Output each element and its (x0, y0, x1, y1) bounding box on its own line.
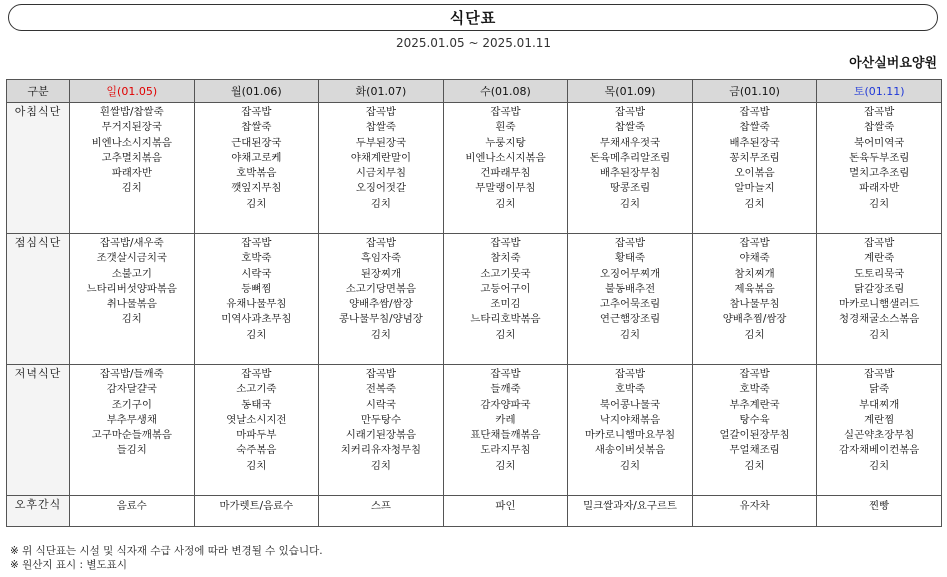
menu-cell (692, 103, 817, 234)
menu-item: 김치 (869, 328, 890, 341)
menu-item: 두부된장국 (355, 136, 406, 149)
menu-item: 알마늘지 (734, 182, 775, 195)
menu-item: 청경채굴소스볶음 (839, 313, 920, 326)
menu-item: 잡곡밥 (241, 106, 272, 118)
menu-item: 치커리유자청무침 (340, 444, 422, 457)
menu-item: 마카로니햄마요무침 (584, 429, 676, 442)
menu-item: 무얼채조림 (729, 444, 780, 457)
menu-item: 새송이버섯볶음 (594, 444, 666, 457)
menu-cell (692, 496, 817, 527)
menu-item: 무거지된장국 (101, 121, 162, 134)
menu-item: 멸치고추조림 (849, 167, 910, 180)
menu-item: 미역사과초무침 (221, 313, 292, 326)
menu-item: 잡곡밥/새우죽 (99, 237, 164, 249)
note-origin-label: ※ 원산지 표시 : 별도표시 (10, 559, 127, 571)
menu-item: 잡곡밥 (365, 106, 396, 118)
menu-item: 김치 (246, 459, 267, 472)
menu-item: 감자달걀국 (106, 383, 157, 396)
menu-item: 연근햄장조림 (599, 313, 661, 326)
menu-item: 부추무생채 (106, 413, 157, 426)
menu-item: 김치 (744, 459, 765, 472)
menu-item: 잡곡밥 (614, 368, 646, 380)
menu-item: 무말랭이무침 (475, 182, 536, 195)
menu-item: 실곤약초장무침 (844, 429, 915, 442)
note-change-notice: ※ 위 식단표는 시설 및 식자재 수급 사정에 따라 변경될 수 있습니다. (10, 545, 323, 557)
menu-cell (194, 234, 319, 365)
menu-item: 김치 (370, 197, 391, 210)
menu-item: 양배추쌈/쌈장 (349, 298, 413, 311)
menu-item: 잡곡밥 (365, 237, 396, 249)
menu-item: 만두탕수 (360, 413, 401, 426)
menu-item: 김치 (619, 197, 641, 210)
meal-label: 아침식단 (7, 103, 70, 234)
menu-item: 잡곡밥 (241, 237, 272, 249)
menu-item: 마가렛트/음료수 (219, 500, 294, 512)
menu-item: 음료수 (116, 500, 147, 512)
menu-cell (443, 496, 568, 527)
menu-cell (568, 365, 693, 496)
menu-item: 배추된장무침 (599, 167, 661, 180)
menu-item: 유자차 (739, 500, 770, 512)
menu-item: 김치 (370, 459, 391, 472)
menu-item: 찹쌀죽 (614, 121, 646, 134)
date-range: 2025.01.05 ~ 2025.01.11 (395, 36, 552, 50)
menu-item: 탕수육 (739, 413, 770, 426)
menu-item: 김치 (495, 328, 516, 341)
menu-item: 시락국 (365, 398, 396, 411)
menu-item: 잡곡밥 (365, 368, 396, 380)
menu-cell (817, 365, 942, 496)
menu-item: 들깨죽 (490, 383, 521, 396)
menu-item: 잡곡밥 (614, 106, 646, 118)
menu-item: 김치 (619, 328, 641, 341)
menu-item: 된장찌개 (360, 267, 401, 280)
menu-cell (319, 496, 444, 527)
meal-row-breakfast (7, 103, 942, 234)
menu-item: 누룽지탕 (485, 136, 526, 149)
menu-item: 카레 (495, 413, 516, 426)
menu-item: 흑임자죽 (360, 252, 401, 265)
menu-item: 깻잎지무침 (231, 182, 282, 195)
menu-item: 찹쌀죽 (864, 121, 895, 134)
menu-item: 북어콩나물국 (599, 398, 661, 411)
menu-item: 배추된장국 (729, 136, 780, 149)
meal-row-dinner (7, 365, 942, 496)
header-day-tue: 화(01.07) (319, 80, 444, 103)
menu-item: 김치 (246, 328, 267, 341)
menu-item: 파래자반 (111, 167, 152, 180)
menu-item: 김치 (869, 459, 890, 472)
menu-item: 도라지무침 (480, 444, 531, 457)
menu-item: 닭죽 (869, 383, 890, 396)
menu-item: 고추멸치볶음 (101, 151, 162, 164)
menu-item: 시금치무침 (355, 167, 406, 180)
menu-item: 참치찌개 (734, 267, 775, 280)
header-day-fri: 금(01.10) (692, 80, 817, 103)
menu-item: 표단채들깨볶음 (470, 429, 541, 442)
menu-item: 조기구이 (111, 398, 152, 411)
menu-item: 흰죽 (495, 121, 516, 134)
menu-cell (319, 365, 444, 496)
menu-item: 잡곡밥/들깨죽 (99, 368, 164, 380)
menu-item: 오징어무찌개 (599, 267, 661, 280)
menu-item: 김치 (370, 328, 391, 341)
menu-cell (70, 234, 195, 365)
menu-item: 취나물볶음 (106, 298, 157, 311)
menu-cell (319, 103, 444, 234)
meal-label: 오후간식 (7, 496, 70, 527)
menu-item: 오이볶음 (734, 167, 775, 180)
menu-item: 동태국 (241, 398, 272, 411)
meal-label: 저녁식단 (7, 365, 70, 496)
header-category: 구분 (7, 80, 70, 103)
menu-item: 부추계란국 (729, 398, 780, 411)
menu-item: 찐빵 (869, 500, 890, 512)
header-day-sun: 일(01.05) (70, 80, 195, 103)
menu-cell (568, 496, 693, 527)
menu-item: 전복죽 (365, 383, 396, 396)
menu-item: 잡곡밥 (490, 106, 521, 118)
menu-item: 느타리호박볶음 (470, 313, 541, 326)
menu-cell (817, 234, 942, 365)
menu-item: 파래자반 (859, 182, 900, 195)
menu-item: 흰쌀밥/찹쌀죽 (99, 106, 164, 118)
menu-item: 마파두부 (236, 429, 277, 442)
menu-item: 황태죽 (614, 252, 646, 265)
header-day-sat: 토(01.11) (817, 80, 942, 103)
menu-item: 느타리버섯양파볶음 (86, 282, 177, 295)
menu-item: 잡곡밥 (614, 237, 646, 249)
menu-item: 야채죽 (739, 252, 770, 265)
menu-item: 스프 (370, 500, 391, 512)
menu-cell (817, 103, 942, 234)
menu-item: 김치 (121, 182, 142, 195)
menu-item: 감자채베이컨볶음 (839, 444, 920, 457)
menu-item: 닭갈장조림 (854, 282, 905, 295)
header-day-thu: 목(01.09) (568, 80, 693, 103)
menu-cell (70, 496, 195, 527)
organization-name: 아산실버요양원 (849, 56, 937, 71)
menu-item: 도토리묵국 (854, 267, 905, 280)
menu-item: 잡곡밥 (241, 368, 272, 380)
menu-item: 마카로니햄샐러드 (839, 298, 920, 311)
menu-item: 감자양파국 (480, 398, 531, 411)
menu-cell (443, 365, 568, 496)
menu-item: 호박죽 (739, 383, 770, 396)
meal-label: 점심식단 (7, 234, 70, 365)
menu-item: 비엔나소시지볶음 (465, 151, 546, 164)
menu-item: 호박죽 (614, 383, 646, 396)
menu-item: 김치 (619, 459, 641, 472)
menu-item: 돈육두부조림 (849, 151, 910, 164)
menu-cell (319, 234, 444, 365)
menu-item: 김치 (246, 197, 267, 210)
table-header-row (7, 80, 942, 103)
menu-cell (194, 496, 319, 527)
menu-item: 김치 (121, 313, 142, 326)
menu-item: 비엔나소시지볶음 (91, 136, 172, 149)
meal-plan-table (6, 79, 942, 527)
menu-item: 야채고로케 (231, 151, 282, 164)
menu-item: 야채계란말이 (350, 151, 412, 164)
menu-item: 소불고기 (111, 267, 152, 280)
menu-cell (443, 103, 568, 234)
menu-item: 찹쌀죽 (739, 121, 770, 134)
menu-cell (443, 234, 568, 365)
menu-cell (817, 496, 942, 527)
menu-item: 호박볶음 (236, 167, 277, 180)
menu-item: 김치 (495, 459, 516, 472)
menu-item: 김치 (744, 328, 765, 341)
menu-item: 밀크쌀과자/요구르트 (583, 500, 677, 512)
menu-item: 근대된장국 (231, 136, 282, 149)
menu-item: 등뼈찜 (241, 282, 272, 295)
meal-row-lunch (7, 234, 942, 365)
menu-item: 잡곡밥 (739, 106, 770, 118)
menu-title: 식단표 (8, 4, 938, 31)
menu-cell (692, 365, 817, 496)
menu-item: 얼갈이된장무침 (719, 429, 790, 442)
menu-item: 잡곡밥 (739, 237, 770, 249)
menu-item: 호박죽 (241, 252, 272, 265)
menu-item: 북어미역국 (854, 136, 905, 149)
menu-item: 부대찌개 (859, 398, 900, 411)
menu-item: 계란죽 (864, 252, 895, 265)
menu-item: 조갯살시금치국 (96, 252, 167, 265)
menu-item: 고추어묵조림 (599, 298, 661, 311)
menu-item: 잡곡밥 (864, 368, 895, 380)
menu-item: 건파래무침 (480, 167, 531, 180)
menu-cell (692, 234, 817, 365)
menu-item: 파인 (495, 500, 516, 512)
menu-item: 찹쌀죽 (365, 121, 396, 134)
menu-item: 숙주볶음 (236, 444, 277, 457)
menu-item: 불동배추전 (604, 282, 656, 295)
menu-item: 고등어구이 (480, 282, 531, 295)
menu-item: 오징어젓갈 (355, 182, 406, 195)
menu-item: 들김치 (116, 444, 147, 457)
notes (10, 544, 323, 572)
menu-item: 무채새우젓국 (599, 136, 661, 149)
menu-item: 잡곡밥 (490, 368, 521, 380)
menu-item: 계란찜 (864, 413, 895, 426)
menu-cell (70, 365, 195, 496)
menu-cell (70, 103, 195, 234)
menu-item: 소고기뭇국 (480, 267, 531, 280)
menu-item: 소고기당면볶음 (345, 282, 417, 295)
menu-item: 찹쌀죽 (241, 121, 272, 134)
menu-item: 낙지야채볶음 (599, 413, 661, 426)
menu-item: 잡곡밥 (739, 368, 770, 380)
menu-item: 잡곡밥 (490, 237, 521, 249)
menu-item: 김치 (495, 197, 516, 210)
menu-cell (568, 103, 693, 234)
menu-item: 잡곡밥 (864, 237, 895, 249)
menu-item: 참치죽 (490, 252, 521, 265)
header-day-wed: 수(01.08) (443, 80, 568, 103)
menu-item: 제육볶음 (734, 282, 775, 295)
menu-item: 김치 (744, 197, 765, 210)
menu-item: 엿날소시지전 (226, 413, 287, 426)
meal-row-snack (7, 496, 942, 527)
menu-item: 소고기죽 (236, 383, 277, 396)
menu-item: 시락국 (241, 267, 272, 280)
menu-item: 유채나물무침 (226, 298, 287, 311)
menu-item: 콩나물무침/양념장 (339, 313, 423, 326)
menu-item: 시래기된장볶음 (345, 429, 417, 442)
menu-item: 양배추찜/쌈장 (722, 313, 787, 326)
menu-cell (568, 234, 693, 365)
menu-item: 꽁치무조림 (729, 151, 780, 164)
header-day-mon: 월(01.06) (194, 80, 319, 103)
menu-item: 참나물무침 (729, 298, 780, 311)
menu-item: 돈육메추리알조림 (589, 151, 671, 164)
menu-cell (194, 365, 319, 496)
menu-item: 조미김 (490, 298, 521, 311)
menu-item: 김치 (869, 197, 890, 210)
menu-item: 고구마순들깨볶음 (91, 429, 172, 442)
menu-cell (194, 103, 319, 234)
menu-item: 잡곡밥 (864, 106, 895, 118)
menu-item: 땅콩조림 (609, 182, 651, 195)
